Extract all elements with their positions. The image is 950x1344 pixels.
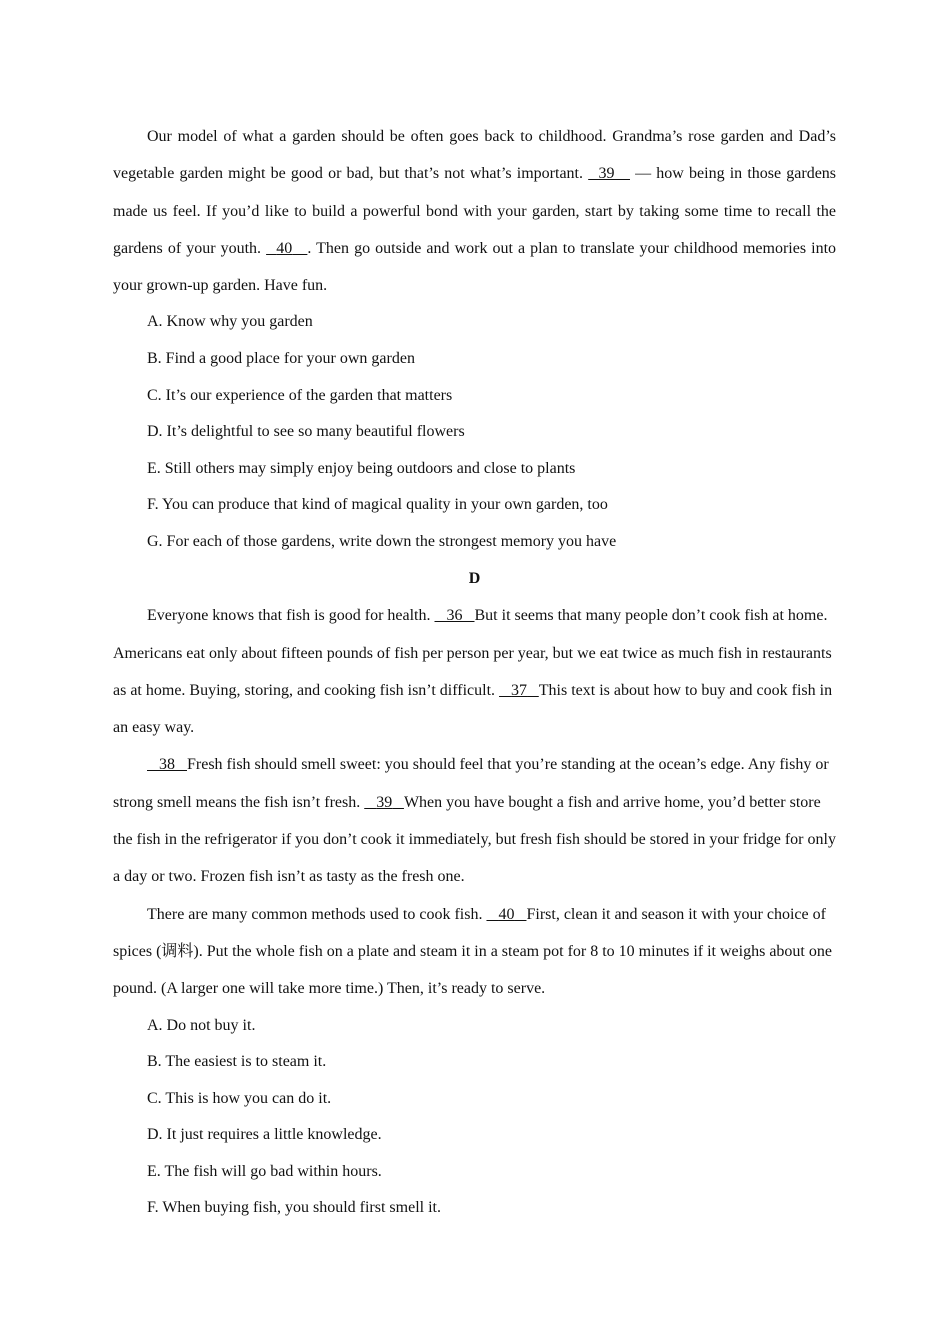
option-item: F. You can produce that kind of magical quality in your own garden, too [147, 496, 608, 514]
option-item: C. It’s our experience of the garden that matters [147, 386, 453, 404]
section-d-paragraph-3 [113, 896, 836, 1008]
document-page [113, 118, 836, 1227]
text-run: First, clean it and season it with your choice of spices (调料). Put the whole fish on a plate and steam it in a steam pot for 8 to 10 minutes if it weighs about one pound. (A larger one will take more time.) Then, it’s ready to serve. [113, 905, 832, 998]
option-item: D. It’s delightful to see so many beautiful flowers [147, 423, 465, 441]
answer-blank-39: 39 [598, 165, 615, 183]
text-run: This text is about how to buy and cook fish in an easy way. [113, 681, 833, 737]
option-item: E. The fish will go bad within hours. [147, 1162, 382, 1180]
text-run: There are many common methods used to cook fish. [147, 905, 487, 923]
option-item: C. This is how you can do it. [147, 1089, 332, 1107]
option-item: B. Find a good place for your own garden [147, 350, 415, 368]
text-run: When you have bought a fish and arrive home, you’d better store the fish in the refrigerator if you don’t cook it immediately, but fresh fish should be stored in your fridge for only a day or two. Frozen fish isn’t as tasty as the fresh one. [113, 793, 836, 886]
option-item: A. Know why you garden [147, 313, 313, 331]
option-item: G. For each of those gardens, write down the strongest memory you have [147, 533, 617, 551]
answer-blank-39: 39 [376, 793, 393, 811]
text-run: . Then go outside and work out a plan to translate your childhood memories into your grown-up garden. Have fun. [113, 239, 837, 295]
section-heading: D [468, 569, 481, 587]
text-run: Everyone knows that fish is good for health. [147, 607, 435, 625]
text-run: Our model of what a garden should be often goes back to childhood. Grandma’s rose garden and Dad’s vegetable garden might be good or bad, but that’s not what’s important. [113, 128, 836, 183]
section-d-paragraph-2 [113, 746, 836, 895]
section-d-paragraph-1 [113, 597, 836, 746]
section-c-paragraph [113, 118, 836, 304]
answer-blank-40: 40 [498, 905, 515, 923]
answer-blank-40: 40 [276, 239, 293, 257]
text-run: But it seems that many people don’t cook fish at home. Americans eat only about fifteen pounds of fish per person per year, but we eat twice as much fish in restaurants as at home. Buying, storing, and cooking fish isn’t difficult. [113, 607, 832, 699]
option-item: E. Still others may simply enjoy being outdoors and close to plants [147, 459, 576, 477]
option-item: B. The easiest is to steam it. [147, 1053, 327, 1071]
text-run: — how being in those gardens made us feel. If you’d like to build a powerful bond with your garden, start by taking some time to recall the gardens of your youth. [113, 165, 837, 257]
answer-blank-36: 36 [446, 607, 463, 625]
option-item: D. It just requires a little knowledge. [147, 1126, 382, 1144]
option-item: F. When buying fish, you should first smell it. [147, 1199, 441, 1217]
option-item: A. Do not buy it. [147, 1016, 256, 1034]
answer-blank-38: 38 [159, 756, 175, 774]
text-run: Fresh fish should smell sweet: you should feel that you’re standing at the ocean’s edge. Any fishy or strong smell means the fish isn’t fresh. [113, 756, 829, 811]
answer-blank-37: 37 [511, 681, 528, 699]
